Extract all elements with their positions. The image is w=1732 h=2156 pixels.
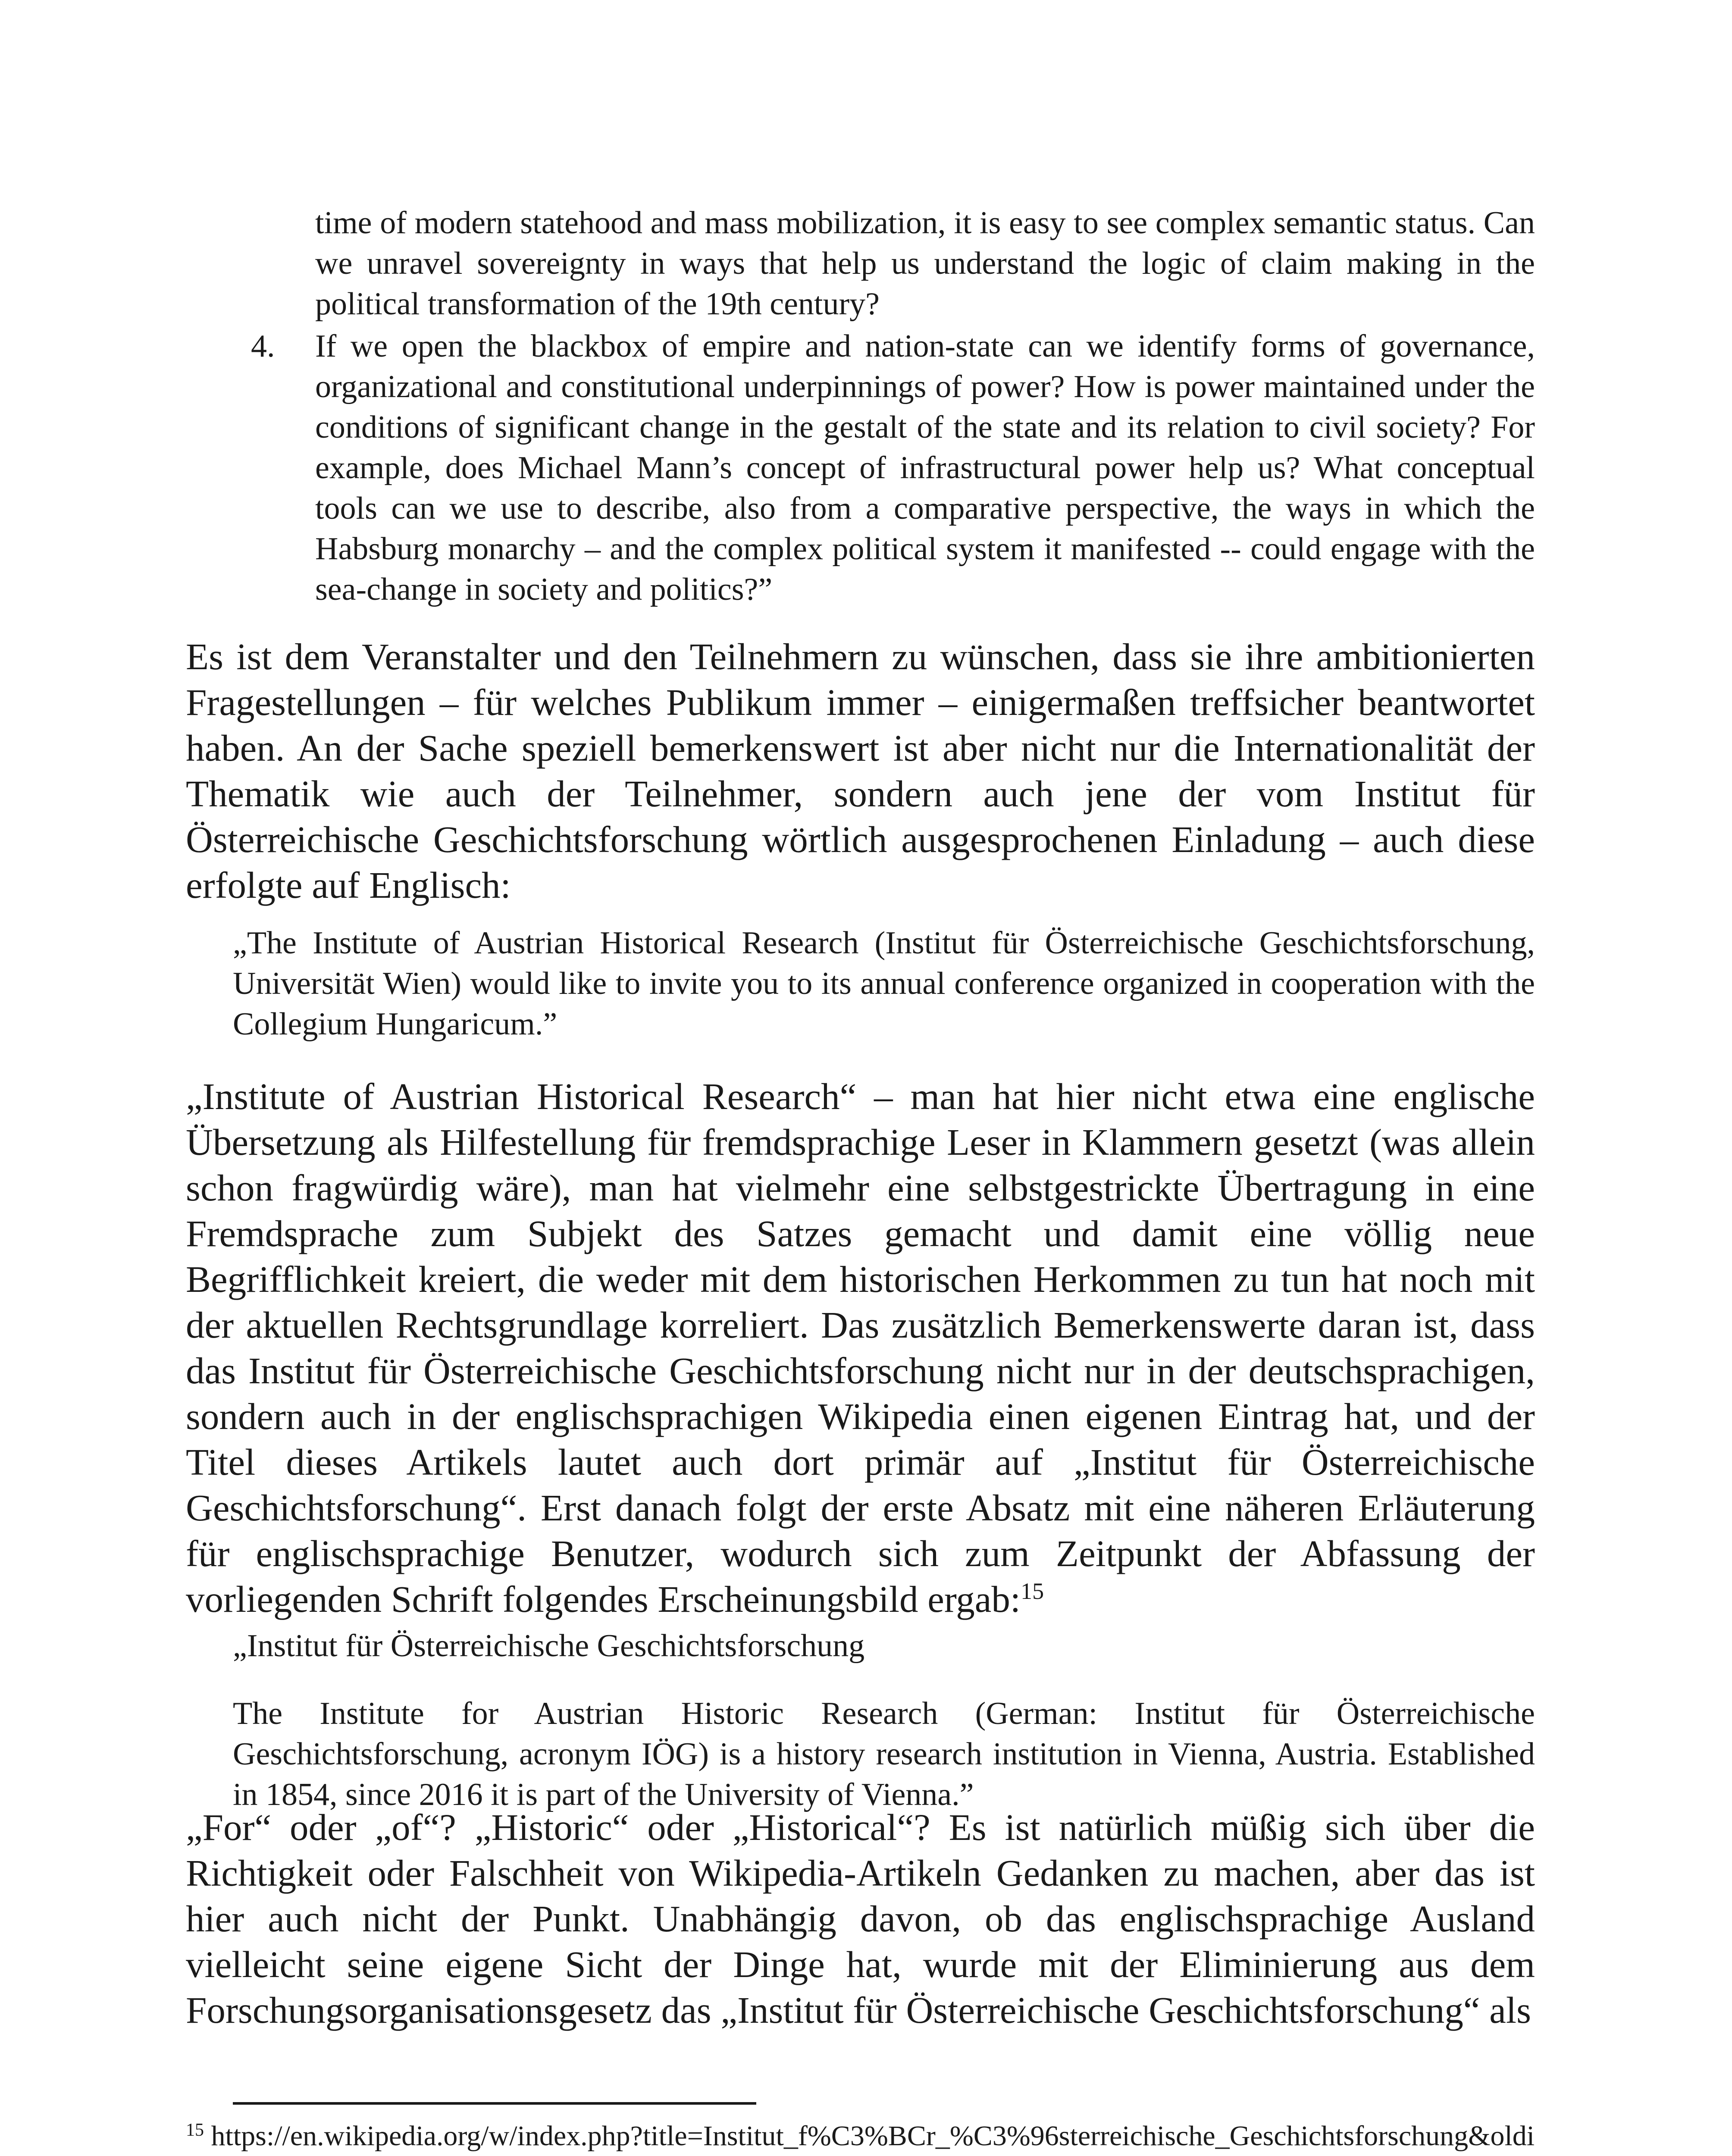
paragraph-1: Es ist dem Veranstalter und den Teilnehmern zu wünschen, dass sie ihre ambitionierten Fragestellungen – für welches Publikum immer – einigermaßen treffsicher beantwortet haben. An der Sache speziell bemerkenswert ist aber nicht nur die Internationalität der Thematik wie auch der Teilnehmer, sondern auch jene der vom Institut für Österreichische Geschichtsforschung wörtlich ausgesprochenen Einladung – auch diese erfolgte auf Englisch: [186, 636, 1535, 906]
paragraph-2-text: „Institute of Austrian Historical Research“ – man hat hier nicht etwa eine englische Übersetzung als Hilfestellung für fremdsprachige Leser in Klammern gesetzt (was allein schon fragwürdig wäre), man hat vielmehr eine selbstgestrickte Übertragung in eine Fremdsprache zum Subjekt des Satzes gemacht und damit eine völlig neue Begrifflichkeit kreiert, die weder mit dem historischen Herkommen zu tun hat noch mit der aktuellen Rechtsgrundlage korreliert. Das zusätzlich Bemerkenswerte daran ist, dass das Institut für Österreichische Geschichtsforschung nicht nur in der deutschsprachigen, sondern auch in der englischsprachigen Wikipedia einen eigenen Eintrag hat, und der Titel dieses Artikels lautet auch dort primär auf „Institut für Österreichische Geschichtsforschung“. Erst danach folgt der erste Absatz mit eine näheren Erläuterung für englischsprachige Benutzer, wodurch sich zum Zeitpunkt der Abfassung der vorliegenden Schrift folgendes Erscheinungsbild ergab: [186, 1075, 1535, 1620]
footnote-separator [233, 2102, 756, 2105]
footnote-number: 15 [186, 2120, 204, 2140]
footnote-url[interactable]: https://en.wikipedia.org/w/index.php?title=Institut_f%C3%BCr_%C3%96sterreichische_Geschichtsforschung&oldi [211, 2120, 1535, 2152]
quote-continuation: time of modern statehood and mass mobilization, it is easy to see complex semantic status. Can we unravel sovereignty in ways that help us understand the logic of claim making in the political transformation of the 19th century? [315, 205, 1535, 322]
list-item-4 [251, 326, 1535, 610]
footnote-15 [186, 2117, 1535, 2156]
list-item-number: 4. [251, 329, 275, 364]
footnote-reference[interactable]: 15 [1021, 1578, 1044, 1604]
paragraph-3: „For“ oder „of“? „Historic“ oder „Historical“? Es ist natürlich müßig sich über die Richtigkeit oder Falschheit von Wikipedia-Artikeln Gedanken zu machen, aber das ist hier auch nicht der Punkt. Unabhängig davon, ob das englischsprachige Ausland vielleicht seine eigene Sicht der Dinge hat, wurde mit der Eliminierung aus dem Forschungsorganisationsgesetz das „Institut für Österreichische Geschichtsforschung“ als [186, 1806, 1535, 2031]
paragraph-2 [186, 1074, 1535, 1622]
block-quote-wiki-title: „Institut für Österreichische Geschichtsforschung [233, 1628, 865, 1664]
block-quote-invitation: „The Institute of Austrian Historical Research (Institut für Österreichische Geschichtsforschung, Universität Wien) would like to invite you to its annual conference organized in cooperation with the Collegium Hungaricum.” [233, 925, 1535, 1042]
list-item-text: If we open the blackbox of empire and nation-state can we identify forms of governance, organizational and constitutional underpinnings of power? How is power maintained under the conditions of significant change in the gestalt of the state and its relation to civil society? For example, does Michael Mann’s concept of infrastructural power help us? What conceptual tools can we use to describe, also from a comparative perspective, the ways in which the Habsburg monarchy – and the complex political system it manifested -- could engage with the sea-change in society and politics?” [315, 329, 1535, 607]
block-quote-wiki-body: The Institute for Austrian Historic Research (German: Institut für Österreichische Geschichtsforschung, acronym IÖG) is a history research institution in Vienna, Austria. Established in 1854, since 2016 it is part of the University of Vienna.” [233, 1696, 1535, 1812]
